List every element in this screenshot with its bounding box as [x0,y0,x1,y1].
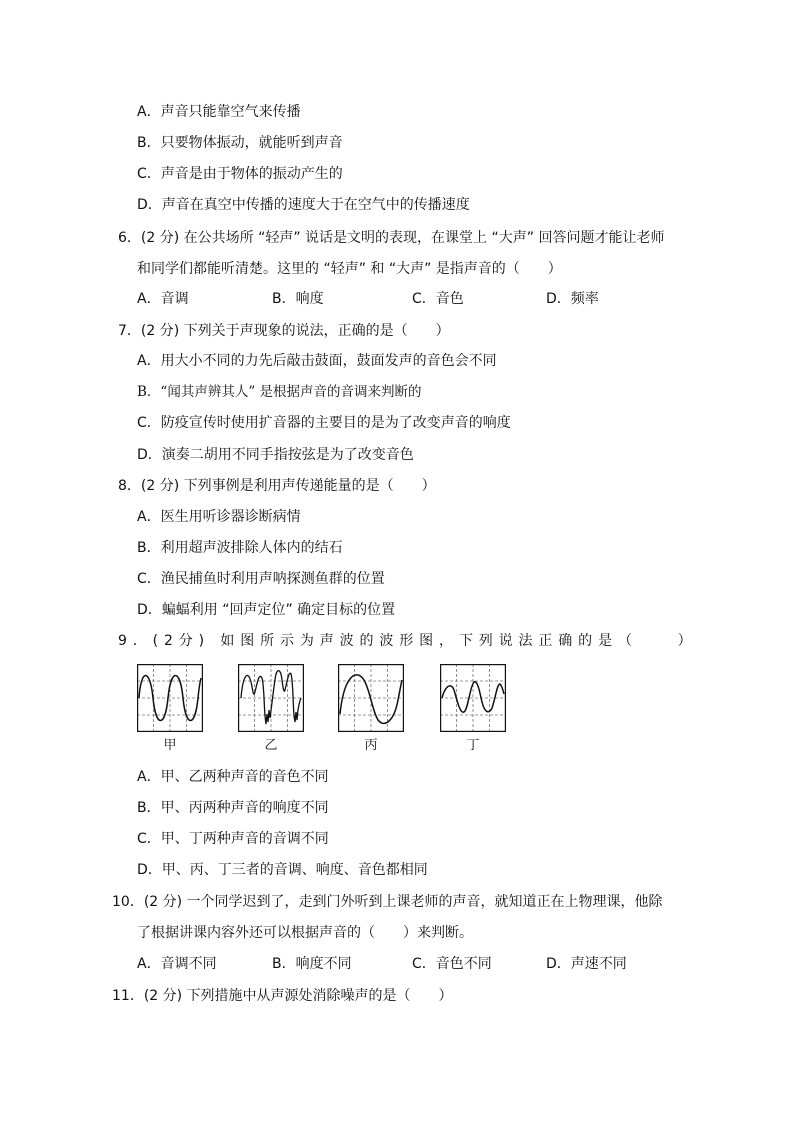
q10-option-c: C．音色不同 [412,956,492,972]
q7-stem: 7．(2 分) 下列关于声现象的说法，正确的是（ ） [118,323,450,339]
waveform-label-yi: 乙 [264,738,278,753]
q8-option-a: A．医生用听诊器诊断病情 [137,509,301,525]
q6-stem-line1: 6．(2 分) 在公共场所 “轻声” 说话是文明的表现，在课堂上 “大声” 回答问题才能让老师 [118,230,665,246]
q5-option-c: C．声音是由于物体的振动产生的 [137,166,343,182]
q9-stem: 9．(2分) 如图所示为声波的波形图，下列说法正确的是（ ） [118,633,698,649]
waveform-ding [440,664,506,732]
q7-option-c: C．防疫宣传时使用扩音器的主要目的是为了改变声音的响度 [137,415,511,431]
q11-stem: 11．(2 分) 下列措施中从声源处消除噪声的是（ ） [112,988,453,1004]
q10-stem-line2: 了根据讲课内容外还可以根据声音的（ ）来判断。 [137,925,473,941]
waveform-label-jia: 甲 [163,738,177,753]
q6-option-d: D．频率 [546,291,599,307]
q8-stem: 8．(2 分) 下列事例是利用声传递能量的是（ ） [118,478,436,494]
q5-option-a: A．声音只能靠空气来传播 [137,104,301,120]
q5-option-d: D．声音在真空中传播的速度大于在空气中的传播速度 [137,197,470,213]
q10-option-b: B．响度不同 [272,956,352,972]
q5-option-b: B．只要物体振动，就能听到声音 [137,135,343,151]
q6-options-row [0,290,794,308]
q6-option-a: A．音调 [137,291,189,307]
q6-stem-line2: 和同学们都能听清楚。这里的 “轻声” 和 “大声” 是指声音的（ ） [137,261,562,277]
waveform-yi [238,664,304,732]
q10-option-a: A．音调不同 [137,956,217,972]
q8-option-b: B．利用超声波排除人体内的结石 [137,540,343,556]
waveform-figure [137,664,517,754]
q7-option-d: D．演奏二胡用不同手指按弦是为了改变音色 [137,447,414,463]
q8-option-c: C．渔民捕鱼时利用声呐探测鱼群的位置 [137,571,385,587]
q9-option-d: D．甲、丙、丁三者的音调、响度、音色都相同 [137,862,428,878]
waveform-label-bing: 丙 [364,738,378,753]
waveform-label-ding: 丁 [466,738,480,753]
q10-option-d: D．声速不同 [546,956,627,972]
q10-stem-line1: 10．(2 分) 一个同学迟到了，走到门外听到上课老师的声音，就知道正在上物理课，他除 [112,894,663,910]
q9-option-a: A．甲、乙两种声音的音色不同 [137,769,329,785]
q9-option-b: B．甲、丙两种声音的响度不同 [137,800,329,816]
q8-option-d: D．蝙蝠利用 “回声定位” 确定目标的位置 [137,602,396,618]
q7-option-b: B．“闻其声辨其人” 是根据声音的音调来判断的 [137,384,422,400]
q9-option-c: C．甲、丁两种声音的音调不同 [137,831,329,847]
q6-option-b: B．响度 [272,291,324,307]
q10-options-row [0,955,794,973]
waveform-bing [338,664,404,732]
q7-option-a: A．用大小不同的力先后敲击鼓面，鼓面发声的音色会不同 [137,353,497,369]
q6-option-c: C．音色 [412,291,464,307]
waveform-jia [137,664,203,732]
